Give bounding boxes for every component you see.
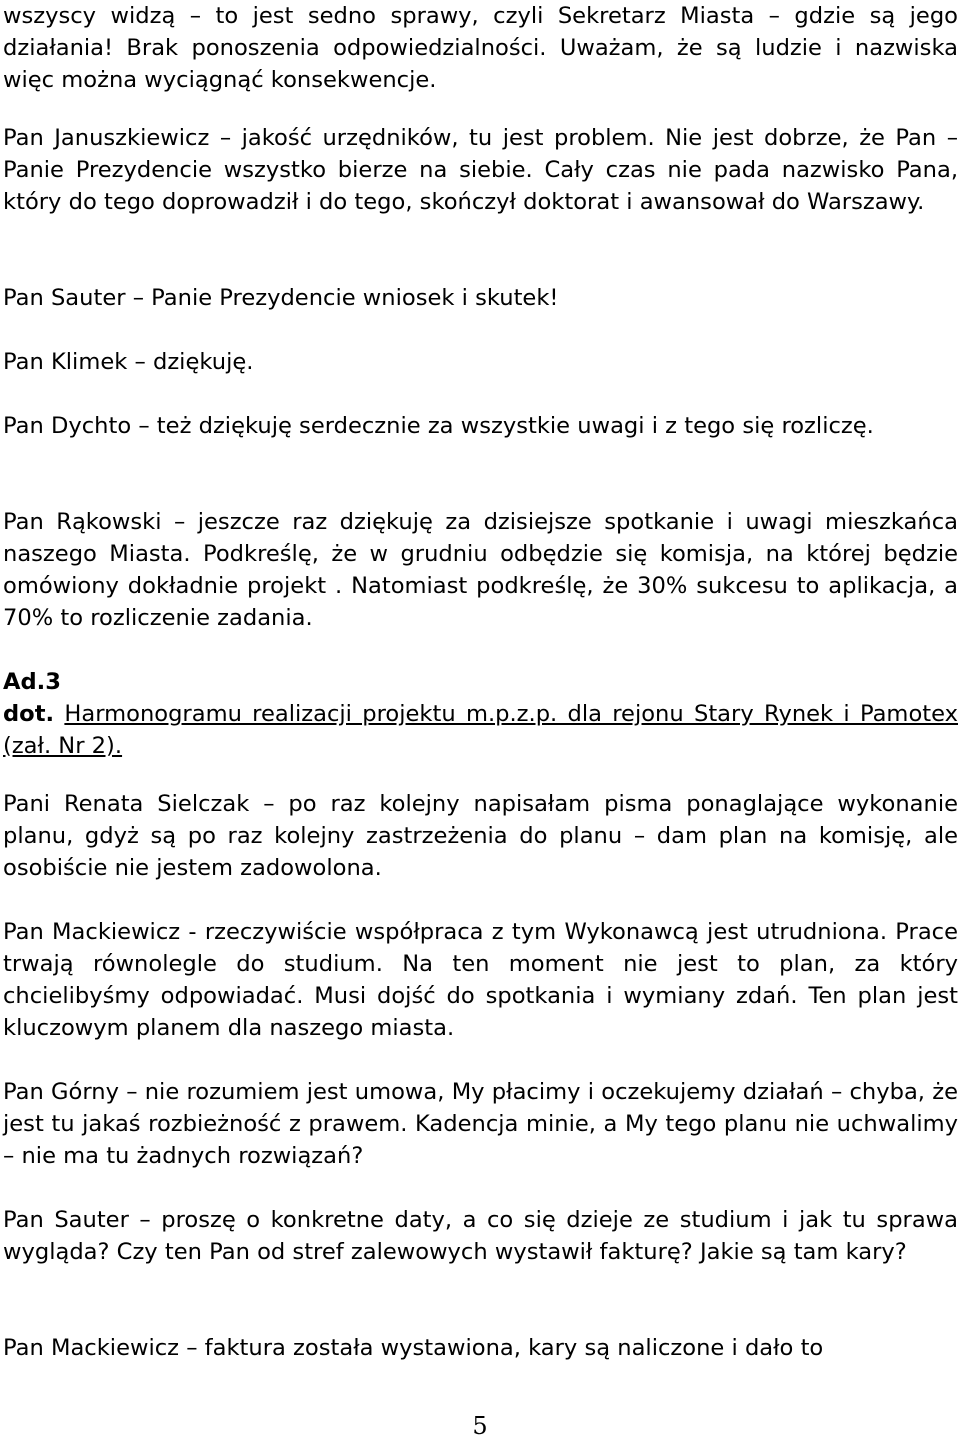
paragraph-januszkiewicz: Pan Januszkiewicz – jakość urzędników, tu jest problem. Nie jest dobrze, że Pan – Panie Prezydencie wszystko bierze na siebie. Cały czas nie pada nazwisko Pana, który do tego doprowadził i do tego, skończył doktorat i awansował do Warszawy. <box>3 125 958 215</box>
paragraph-rakowski: Pan Rąkowski – jeszcze raz dziękuję za dzisiejsze spotkanie i uwagi mieszkańca naszego Miasta. Podkreślę, że w grudniu odbędzie się komisja, na której będzie omówiony dokładnie projekt . Natomiast podkreślę, że 30% sukcesu to aplikacja, a 70% to rozliczenie zadania. <box>3 509 958 631</box>
paragraph-sielczak: Pani Renata Sielczak – po raz kolejny napisałam pisma ponaglające wykonanie planu, gdyż są po raz kolejny zastrzeżenia do planu – dam plan na komisję, ale osobiście nie jestem zadowolona. <box>3 791 958 881</box>
paragraph-gorny: Pan Górny – nie rozumiem jest umowa, My płacimy i oczekujemy działań – chyba, że jest tu jakaś rozbieżność z prawem. Kadencja minie, a My tego planu nie uchwalimy – nie ma tu żadnych rozwiązań? <box>3 1079 958 1169</box>
page-number: 5 <box>472 1412 488 1440</box>
paragraph-sauter-2: Pan Sauter – proszę o konkretne daty, a co się dzieje ze studium i jak tu sprawa wygląda? Czy ten Pan od stref zalewowych wystawił fakturę? Jakie są tam kary? <box>3 1207 958 1265</box>
paragraph-mackiewicz-1: Pan Mackiewicz - rzeczywiście współpraca z tym Wykonawcą jest utrudniona. Prace trwają równolegle do studium. Na ten moment nie jest to plan, za który chcielibyśmy odpowiadać. Musi dojść do spotkania i wymiany zdań. Ten plan jest kluczowym planem dla naszego miasta. <box>3 919 958 1041</box>
agenda-item-prefix: dot. <box>3 701 55 727</box>
agenda-item <box>3 666 958 762</box>
agenda-item-heading <box>3 698 958 762</box>
paragraph-klimek: Pan Klimek – dziękuję. <box>3 349 254 375</box>
agenda-item-title: Harmonogramu realizacji projektu m.p.z.p. dla rejonu Stary Rynek i Pamotex (zał. Nr 2). <box>3 701 958 759</box>
paragraph-mackiewicz-2: Pan Mackiewicz – faktura została wystawiona, kary są naliczone i dało to <box>3 1335 824 1361</box>
document-page <box>3 0 958 1440</box>
paragraph-dychto: Pan Dychto – też dziękuję serdecznie za wszystkie uwagi i z tego się rozliczę. <box>3 413 874 439</box>
paragraph-sauter-1: Pan Sauter – Panie Prezydencie wniosek i skutek! <box>3 285 559 311</box>
agenda-item-number: Ad.3 <box>3 669 61 695</box>
paragraph-sekretarz: wszyscy widzą – to jest sedno sprawy, czyli Sekretarz Miasta – gdzie są jego działania! Brak ponoszenia odpowiedzialności. Uważam, że są ludzie i nazwiska więc można wyciągnąć konsekwencje. <box>3 3 958 93</box>
